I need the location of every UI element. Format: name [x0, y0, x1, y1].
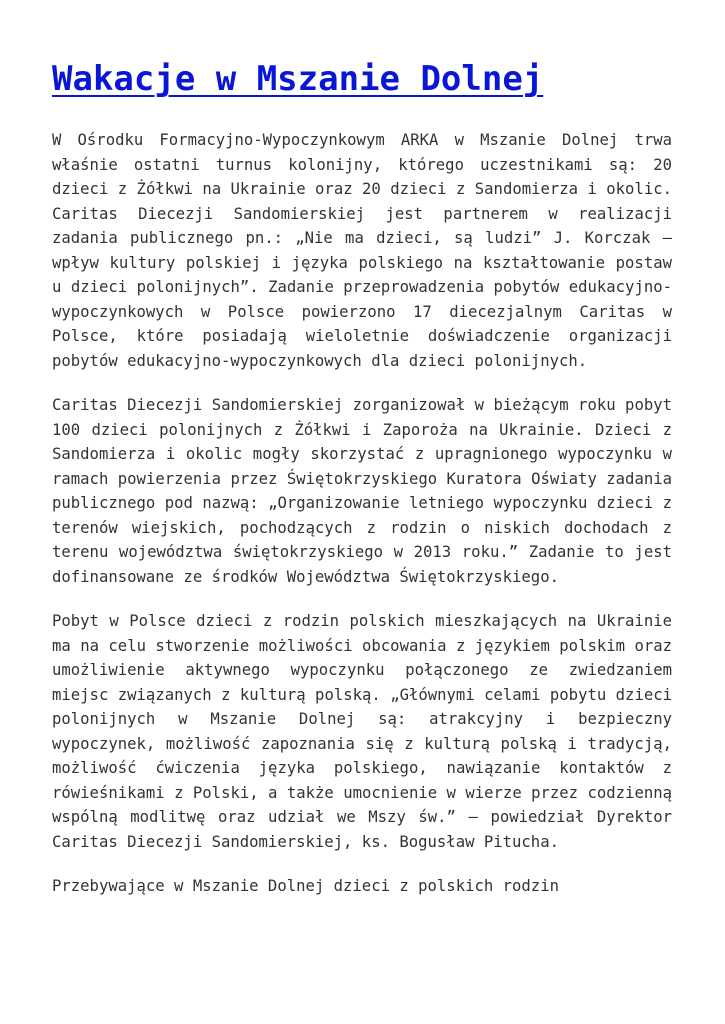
article [52, 48, 672, 919]
article-paragraph-3: Pobyt w Polsce dzieci z rodzin polskich mieszkających na Ukrainie ma na celu stworzenie możliwości obcowania z językiem polskim oraz umożliwienie aktywnego wypoczynku połączonego ze zwiedzaniem miejsc związanych z kulturą polską. „Głównymi celami pobytu dzieci polonijnych w Mszanie Dolnej są: atrakcyjny i bezpieczny wypoczynek, możliwość zapoznania się z kulturą polską i tradycją, możliwość ćwiczenia języka polskiego, nawiązanie kontaktów z rówieśnikami z Polski, a także umocnienie w wierze przez codzienną wspólną modlitwę oraz udział we Mszy św.” – powiedział Dyrektor Caritas Diecezji Sandomierskiej, ks. Bogusław Pitucha. [52, 612, 672, 851]
article-title[interactable]: Wakacje w Mszanie Dolnej [52, 59, 544, 99]
article-paragraph-4: Przebywające w Mszanie Dolnej dzieci z polskich rodzin [52, 877, 559, 895]
article-paragraph-1: W Ośrodku Formacyjno-Wypoczynkowym ARKA w Mszanie Dolnej trwa właśnie ostatni turnus kolonijny, którego uczestnikami są: 20 dzieci z Żółkwi na Ukrainie oraz 20 dzieci z Sandomierza i okolic. Caritas Diecezji Sandomierskiej jest partnerem w realizacji zadania publicznego pn.: „Nie ma dzieci, są ludzi” J. Korczak – wpływ kultury polskiej i języka polskiego na kształtowanie postaw u dzieci polonijnych”. Zadanie przeprowadzenia pobytów edukacyjno-wypoczynkowych w Polsce powierzono 17 diecezjalnym Caritas w Polsce, które posiadają wieloletnie doświadczenie organizacji pobytów edukacyjno-wypoczynkowych dla dzieci polonijnych. [52, 131, 672, 370]
article-paragraph-2: Caritas Diecezji Sandomierskiej zorganizował w bieżącym roku pobyt 100 dzieci polonijnych z Żółkwi i Zaporoża na Ukrainie. Dzieci z Sandomierza i okolic mogły skorzystać z upragnionego wypoczynku w ramach powierzenia przez Świętokrzyskiego Kuratora Oświaty zadania publicznego pod nazwą: „Organizowanie letniego wypoczynku dzieci z terenów wiejskich, pochodzących z rodzin o niskich dochodach z terenu województwa świętokrzyskiego w 2013 roku.” Zadanie to jest dofinansowane ze środków Województwa Świętokrzyskiego. [52, 396, 672, 586]
